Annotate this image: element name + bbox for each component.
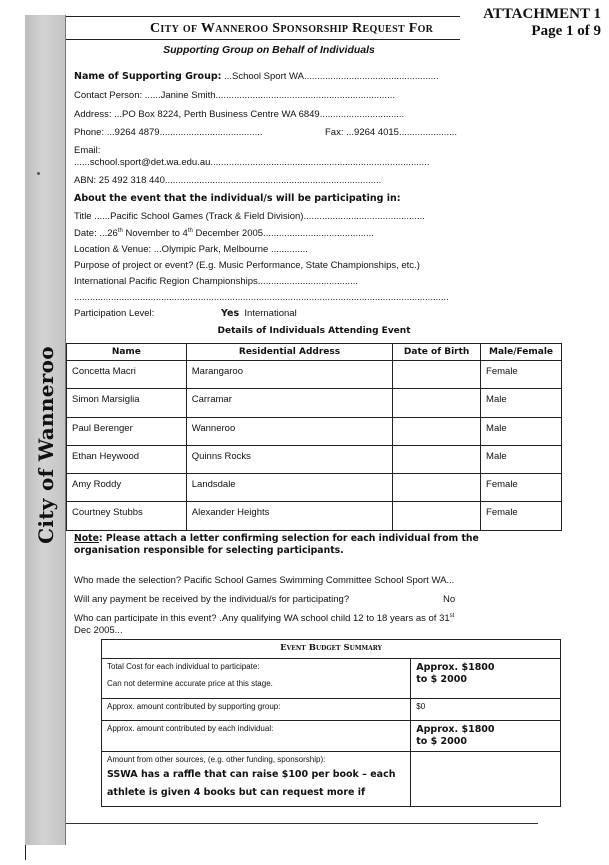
table-cell — [393, 474, 481, 502]
question-eligibility — [74, 613, 454, 624]
table-row — [67, 502, 562, 530]
eligibility-date: Dec 2005... — [74, 625, 123, 636]
budget-row — [102, 721, 561, 752]
column-header: Residential Address — [186, 344, 393, 361]
question-payment: Will any payment be received by the individual/s for participating? — [74, 594, 350, 605]
eligibility-suffix: st — [449, 612, 455, 619]
attachment-label — [483, 6, 601, 40]
table-cell: Male — [481, 445, 562, 473]
budget-label-text: Total Cost for each individual to participate: — [107, 662, 260, 671]
participation-value — [221, 308, 297, 319]
table-cell: Paul Berenger — [67, 417, 187, 445]
abn-line: ABN: 25 492 318 440.................................................................................. — [74, 175, 382, 186]
question-selection: Who made the selection? Pacific School Games Swimming Committee School Sport WA... — [74, 575, 455, 586]
table-cell — [393, 502, 481, 530]
budget-header-row — [102, 640, 561, 659]
table-cell: Quinns Rocks — [186, 445, 393, 473]
table-cell: Amy Roddy — [67, 474, 187, 502]
attendees-table — [66, 343, 562, 531]
sidebar-mark — [37, 172, 40, 175]
page-subtitle: Supporting Group on Behalf of Individuals — [163, 44, 375, 56]
date-part: November to 4 — [122, 228, 188, 239]
eligibility-text: Who can participate in this event? .Any qualifying WA school child 12 to 18 years as of 31 — [74, 613, 450, 624]
participation-yes: Yes — [221, 308, 240, 319]
address-line: Address: ...PO Box 8224, Perth Business Centre WA 6849................................ — [74, 109, 405, 120]
attachment-number: ATTACHMENT 1 — [483, 6, 601, 22]
note-line — [74, 533, 479, 544]
budget-label — [102, 752, 411, 807]
event-heading: About the event that the individual/s will be participating in: — [74, 193, 401, 204]
column-header: Date of Birth — [393, 344, 481, 361]
sidebar-label: City of Wanneroo — [33, 346, 58, 544]
table-cell: Carramar — [186, 389, 393, 417]
date-part: December 2005.......................................... — [192, 228, 374, 239]
page-number: Page 1 of 9 — [531, 23, 601, 39]
date-part: Date: ...26 — [74, 228, 118, 239]
email-label: Email: — [74, 145, 101, 156]
group-label: Name of Supporting Group: — [74, 71, 222, 82]
participation-level: International — [244, 308, 297, 319]
budget-value-line: Approx. $1800 — [416, 724, 495, 735]
sidebar-banner — [25, 15, 66, 845]
table-cell: Female — [481, 502, 562, 530]
table-cell: Ethan Heywood — [67, 445, 187, 473]
column-header: Name — [67, 344, 187, 361]
header-box — [66, 16, 460, 40]
group-value: ...School Sport WA................................................... — [221, 71, 439, 82]
bottom-rule — [66, 823, 538, 824]
payment-answer: No — [443, 594, 456, 605]
budget-value-line: to $ 2000 — [416, 736, 467, 747]
column-header: Male/Female — [481, 344, 562, 361]
budget-row — [102, 659, 561, 699]
table-cell: Wanneroo — [186, 417, 393, 445]
contact-line: Contact Person: ......Janine Smith.................................................................... — [74, 90, 395, 101]
budget-row — [102, 752, 561, 807]
budget-value — [411, 721, 561, 752]
group-line — [74, 71, 439, 82]
budget-row — [102, 699, 561, 721]
blank-dotted-line: .............................................................................................................................................. — [74, 292, 449, 303]
budget-title: Event Budget Summary — [102, 640, 561, 659]
table-cell: Male — [481, 417, 562, 445]
budget-label — [102, 659, 411, 699]
table-cell: Female — [481, 361, 562, 389]
fax-line: Fax: ...9264 4015...................... — [325, 127, 458, 138]
table-cell: Female — [481, 474, 562, 502]
table-cell — [393, 389, 481, 417]
event-title-line: Title ......Pacific School Games (Track & Field Division).............................................. — [74, 211, 425, 222]
note-text: : Please attach a letter confirming selection for each individual from the — [98, 533, 479, 544]
table-cell: Male — [481, 389, 562, 417]
table-cell: Courtney Stubbs — [67, 502, 187, 530]
date-suffix: th — [187, 227, 193, 234]
budget-label: Approx. amount contributed by each individual: — [102, 721, 411, 752]
table-cell — [393, 361, 481, 389]
budget-value — [411, 752, 561, 807]
budget-label-text: Amount from other sources, (e.g. other funding, sponsorship): — [107, 755, 326, 764]
raffle-text — [107, 766, 405, 802]
note-label: Note — [74, 533, 99, 544]
location-line: Location & Venue: ...Olympic Park, Melbourne .............. — [74, 244, 308, 255]
table-cell: Landsdale — [186, 474, 393, 502]
table-cell: Concetta Macri — [67, 361, 187, 389]
budget-table — [101, 639, 561, 807]
raffle-line: athlete is given 4 books but can request more if — [107, 787, 366, 798]
table-row — [67, 389, 562, 417]
attendees-title: Details of Individuals Attending Event — [217, 326, 411, 336]
date-suffix: th — [117, 227, 123, 234]
page-title: City of Wanneroo Sponsorship Request For — [150, 21, 434, 36]
table-cell — [393, 417, 481, 445]
table-cell: Alexander Heights — [186, 502, 393, 530]
phone-line: Phone: ...9264 4879....................................... — [74, 127, 263, 138]
table-row — [67, 361, 562, 389]
table-row — [67, 417, 562, 445]
table-cell — [393, 445, 481, 473]
raffle-line: SSWA has a raffle that can raise $100 per book – each — [107, 769, 396, 780]
purpose-answer: International Pacific Region Championships...................................... — [74, 276, 359, 287]
email-value: ......school.sport@det.wa.edu.au................................................................................... — [74, 157, 430, 168]
table-row — [67, 445, 562, 473]
budget-value: $0 — [411, 699, 561, 721]
budget-value — [411, 659, 561, 699]
note-line-2: organisation responsible for selecting participants. — [74, 545, 344, 556]
budget-value-line: to $ 2000 — [416, 674, 467, 685]
budget-note: Can not determine accurate price at this stage. — [107, 679, 273, 688]
event-date-line — [74, 228, 374, 239]
budget-value-line: Approx. $1800 — [416, 662, 495, 673]
sidebar-label-box — [25, 346, 66, 544]
purpose-question: Purpose of project or event? (E.g. Music Performance, State Championships, etc.) — [74, 260, 420, 271]
table-cell: Simon Marsiglia — [67, 389, 187, 417]
participation-label: Participation Level: — [74, 308, 155, 319]
table-cell: Marangaroo — [186, 361, 393, 389]
budget-label: Approx. amount contributed by supporting group: — [102, 699, 411, 721]
table-row — [67, 474, 562, 502]
table-header-row — [67, 344, 562, 361]
